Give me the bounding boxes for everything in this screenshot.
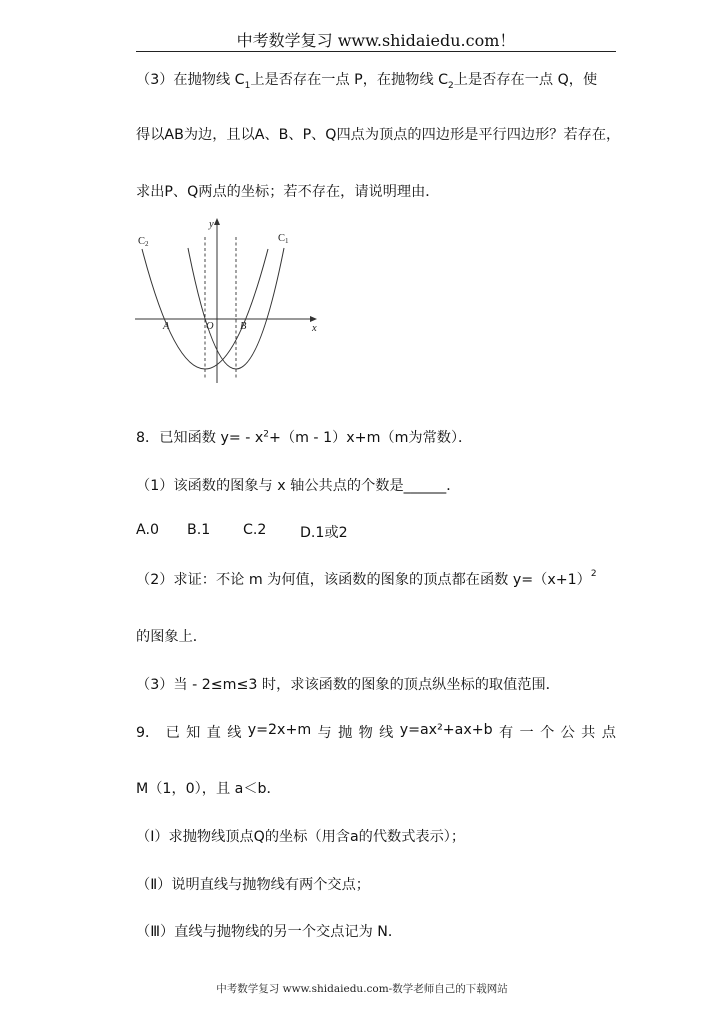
- q8-option-c: C.2: [243, 522, 267, 538]
- q8-option-b: B.1: [187, 522, 211, 538]
- q8-option-d: D.1或2: [300, 525, 348, 541]
- q7-part3-line1: （3）在抛物线 $C_1$上是否存在一点 P，在抛物线 $C_2$上是否存在一点 Q，使: [136, 72, 598, 91]
- y-axis-label: y: [209, 219, 214, 230]
- q9-stem-line1: 9． 已 知 直 线 y=2x+m 与 抛 物 线 y=ax²+ax+b 有 一 个 公 共 点: [136, 722, 616, 741]
- x-axis-label: x: [312, 323, 317, 334]
- curve2-label: C2: [138, 236, 149, 248]
- x-axis-arrow: [310, 316, 317, 322]
- q8-part2-line2: 的图象上．: [136, 629, 207, 645]
- q8-option-a: A.0: [136, 522, 159, 538]
- y-axis-arrow: [214, 218, 220, 225]
- parabola-figure: [133, 213, 323, 383]
- page-header: 中考数学复习 www.shidaiedu.com！: [236, 31, 516, 50]
- point-b-label: B: [240, 321, 247, 332]
- q9-part3: （Ⅲ）直线与抛物线的另一个交点记为 N．: [136, 924, 403, 940]
- header-rule: [136, 51, 616, 52]
- curve1-label: C1: [278, 233, 289, 245]
- q7-part3-line3: 求出P、Q两点的坐标；若不存在，请说明理由．: [136, 184, 440, 200]
- point-a-label: A: [163, 321, 170, 332]
- origin-label: O: [206, 321, 214, 332]
- page-footer: 中考数学复习 www.shidaiedu.com-数学老师自己的下载网站: [216, 983, 508, 995]
- q8-stem: 8．已知函数 y= ‑ $x^2+(m$ ‑ 1）x+m（m为常数）．: [136, 429, 473, 446]
- q7-part3-line2: 得以AB为边，且以A、B、P、Q四点为顶点的四边形是平行四边形？若存在，: [136, 127, 621, 143]
- q8-part2-line1: （2）求证：不论 m 为何值，该函数的图象的顶点都在函数 $y=(x+1)^2$: [136, 569, 597, 588]
- q9-part2: （Ⅱ）说明直线与抛物线有两个交点；: [136, 877, 370, 893]
- q8-part3: （3）当 ‑ 2≤m≤3 时，求该函数的图象的顶点纵坐标的取值范围．: [136, 677, 560, 693]
- q8-part1: （1）该函数的图象与 x 轴公共点的个数是______．: [136, 478, 461, 494]
- q9-stem-line2: M（1，0），且 a＜b．: [136, 781, 281, 797]
- q9-part1: （Ⅰ）求抛物线顶点Q的坐标（用含a的代数式表示）；: [136, 829, 466, 845]
